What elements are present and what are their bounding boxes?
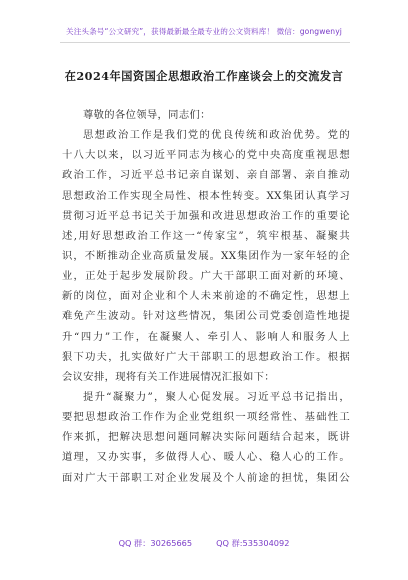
document-title: 在2024年国资国企思想政治工作座谈会上的交流发言 [64, 69, 344, 83]
body-line: 思想政治工作是我们党的优良传统和政治优势。党的 [83, 129, 350, 142]
document-body [62, 105, 350, 488]
body-line: 提升“凝聚力”，聚人心促发展。习近平总书记指出， [83, 390, 350, 403]
body-line: 政治工作，习近平总书记亲自谋划、亲自部署、亲自推动 [62, 169, 350, 182]
body-line: 述,用好思想政治工作这一“传家宝”，筑牢根基、凝聚共 [62, 229, 350, 242]
body-line: 升“四力”工作，在凝聚人、牵引人、影响人和服务人上 [62, 330, 350, 343]
qq-group-2: QQ 群:535304092 [216, 538, 290, 548]
salutation: 尊敬的各位领导，同志们： [83, 109, 211, 121]
body-line: 贯彻习近平总书记关于加强和改进思想政治工作的重要论 [62, 209, 350, 222]
body-line: 狠下功夫，扎实做好广大干部职工的思想政治工作。根据 [62, 350, 350, 363]
body-line: 面对广大干部职工对企业发展及个人前途的担忧，集团公 [62, 471, 350, 484]
body-line: 业，正处于起步发展阶段。广大干部职工面对新的环境、 [62, 270, 350, 283]
body-line: 识，不断推动企业高质量发展。XX集团作为一家年轻的企 [62, 249, 350, 262]
body-line: 会议安排，现将有关工作进展情况汇报如下： [62, 370, 275, 383]
footer-contact [0, 538, 408, 549]
promo-banner: 关注头条号“公文研究”，获得最新最全最专业的公文资料库！ 微信：gongwenyj [66, 27, 342, 36]
body-line: 新的岗位，面对企业和个人未来前途的不确定性，思想上 [62, 290, 350, 303]
qq-group-1: QQ 群：30265665 [118, 538, 193, 548]
body-line: 思想政治工作实现全局性、根本性转变。XX集团认真学习 [62, 189, 350, 202]
body-line: 道理，又办实事，多做得人心、暖人心、稳人心的工作。 [62, 451, 350, 464]
body-line: 难免产生波动。针对这些情况，集团公司党委创造性地提 [62, 310, 350, 323]
header-divider [60, 42, 350, 43]
body-line: 要把思想政治工作作为企业党组织一项经常性、基础性工 [62, 411, 350, 424]
body-line: 十八大以来，以习近平同志为核心的党中央高度重视思想 [62, 149, 350, 162]
body-line: 作来抓，把解决思想问题同解决实际问题结合起来，既讲 [62, 431, 350, 444]
